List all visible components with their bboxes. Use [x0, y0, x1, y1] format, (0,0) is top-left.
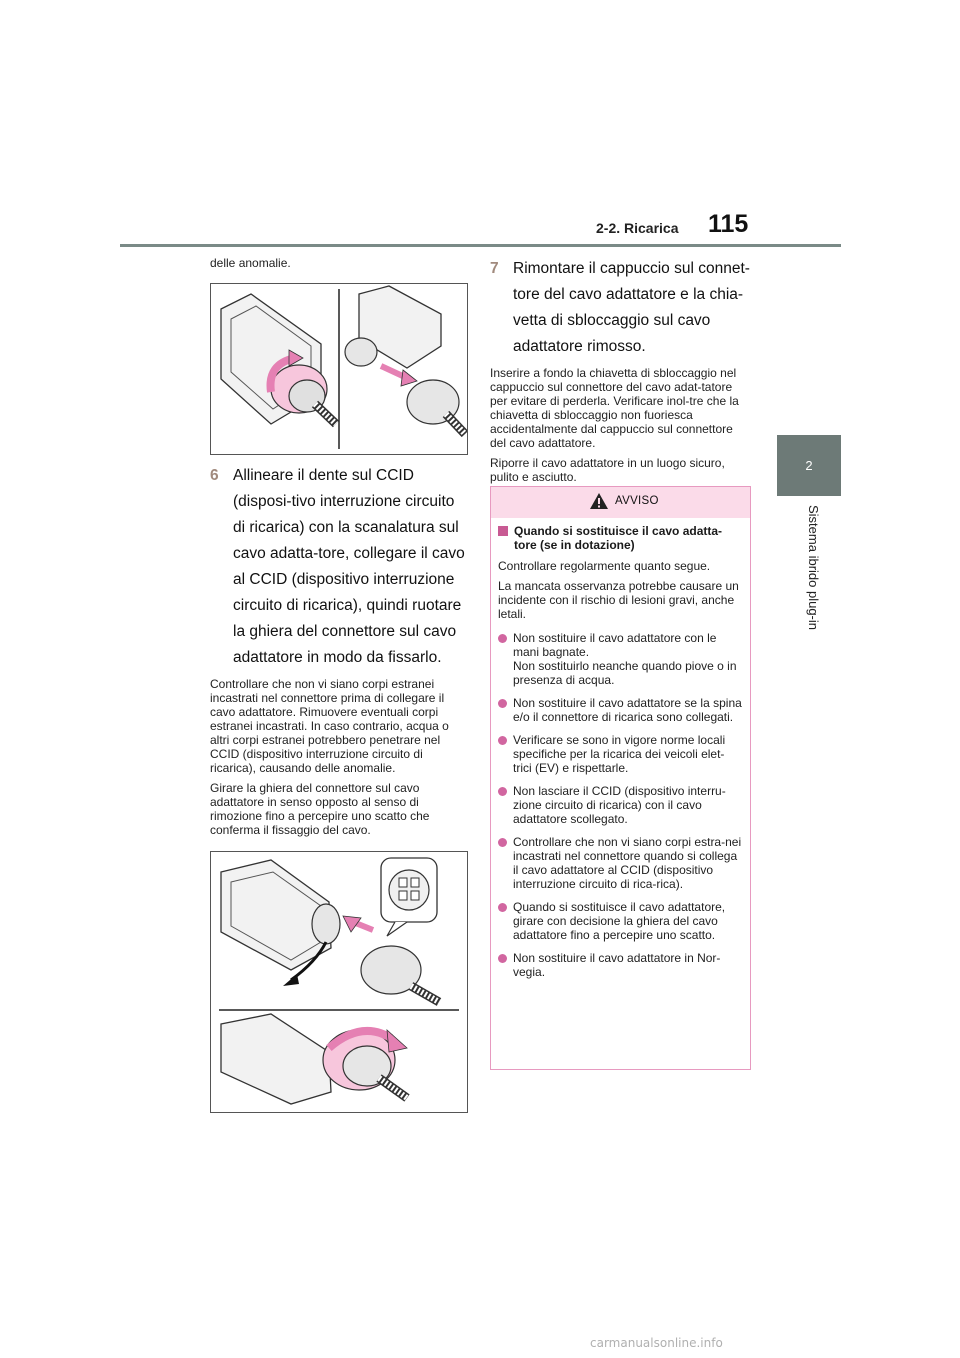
- warning-bullet: [498, 835, 743, 891]
- left-paragraph-1: Controllare che non vi siano corpi estranei incastrati nel connettore prima di collegare il cavo adattatore. Rimuovere eventuali corpi estranei incastrati. In caso contrario, acqua o altri corpi estranei potrebbero penetrare nel CCID (dispositivo interruzione circuito di ricarica), causando delle anomalie.: [210, 677, 449, 775]
- chapter-side-label: [806, 505, 823, 665]
- figure-remove-cap: [210, 283, 468, 455]
- warning-bullet-text: Non sostituire il cavo adattatore in Nor-vegia.: [513, 951, 721, 979]
- chapter-tab[interactable]: 2: [777, 435, 841, 496]
- watermark[interactable]: carmanualsonline.info: [590, 1336, 723, 1350]
- bullet-dot-icon: [498, 699, 507, 708]
- step-6-number: 6: [210, 467, 219, 484]
- illustration-remove-cap: [211, 284, 467, 454]
- warning-body: [491, 518, 750, 979]
- warning-box: [490, 486, 751, 1070]
- step-7: [490, 256, 750, 360]
- page-number: 115: [708, 210, 749, 238]
- step-7-text: Rimontare il cappuccio sul connet-tore del cavo adattatore e la chia-vetta di sbloccaggio sul cavo adattatore rimosso.: [513, 260, 750, 355]
- section-label: 2-2. Ricarica: [596, 220, 679, 236]
- bullet-dot-icon: [498, 787, 507, 796]
- warning-triangle-icon: [589, 492, 609, 510]
- warning-bullet-text: Quando si sostituisce il cavo adattatore, girare con decisione la ghiera del cavo adattatore fino a percepire uno scatto.: [513, 900, 726, 942]
- step-6-text: Allineare il dente sul CCID (disposi-tivo interruzione circuito di ricarica) con la scanalatura sul cavo adatta-tore, collegare il cavo al CCID (dispositivo interruzione circuito di ricarica), quindi ruotare la ghiera del connettore sul cavo adattatore in modo da fissarlo.: [233, 467, 465, 666]
- left-paragraph-2: Girare la ghiera del connettore sul cavo adattatore in senso opposto al senso di rimozione fino a percepire uno scatto che conferma il fissaggio del cavo.: [210, 781, 430, 837]
- warning-title: AVVISO: [615, 495, 659, 507]
- chapter-side-label-text: Sistema ibrido plug-in: [806, 505, 821, 631]
- intro-text: delle anomalie.: [210, 256, 291, 270]
- step-6: [210, 463, 468, 671]
- warning-intro-1: Controllare regolarmente quanto segue.: [498, 559, 711, 573]
- warning-header: [491, 487, 750, 518]
- warning-intro-2: La mancata osservanza potrebbe causare un incidente con il rischio di lesioni gravi, anche letali.: [498, 579, 739, 621]
- bullet-dot-icon: [498, 736, 507, 745]
- warning-bullet: [498, 900, 743, 942]
- warning-bullet-text: Verificare se sono in vigore norme locali specifiche per la ricarica dei veicoli elet-trici (EV) e rispettarle.: [513, 733, 726, 775]
- warning-bullet: [498, 631, 743, 687]
- illustration-connect-cable: [211, 852, 467, 1112]
- bullet-dot-icon: [498, 954, 507, 963]
- warning-heading: [498, 524, 743, 552]
- header-rule: [120, 244, 841, 247]
- warning-bullet: [498, 733, 743, 775]
- right-paragraph-2: Riporre il cavo adattatore in un luogo sicuro, pulito e asciutto.: [490, 456, 725, 484]
- warning-bullet: [498, 951, 743, 979]
- square-bullet-icon: [498, 526, 508, 536]
- warning-bullet-text: Non sostituire il cavo adattatore se la spina e/o il connettore di ricarica sono collegati.: [513, 696, 742, 724]
- figure-connect-cable: [210, 851, 468, 1113]
- right-paragraph-1: Inserire a fondo la chiavetta di sbloccaggio nel cappuccio sul connettore del cavo adat-tatore per evitare di perderla. Verificare inol-tre che la chiavetta di sbloccaggio non fuoriesca accidentalmente dal cappuccio sul connettore del cavo adattatore.: [490, 366, 739, 450]
- warning-bullet-text: Controllare che non vi siano corpi estra-nei incastrati nel connettore quando si collega il cavo adattatore al CCID (dispositivo interruzione circuito di rica-rica).: [513, 835, 742, 891]
- bullet-dot-icon: [498, 634, 507, 643]
- warning-bullet: [498, 696, 743, 724]
- right-column: [490, 256, 750, 490]
- warning-bullet: [498, 784, 743, 826]
- warning-bullet-text: Non sostituirlo neanche quando piove o in presenza di acqua.: [513, 659, 737, 687]
- warning-bullet-text: Non lasciare il CCID (dispositivo interru-zione circuito di ricarica) con il cavo adattatore scollegato.: [513, 784, 726, 826]
- bullet-dot-icon: [498, 903, 507, 912]
- left-column: [210, 256, 468, 1113]
- step-7-number: 7: [490, 260, 499, 277]
- warning-bullet-text: Non sostituire il cavo adattatore con le mani bagnate.: [513, 631, 717, 659]
- bullet-dot-icon: [498, 838, 507, 847]
- warning-heading-text: Quando si sostituisce il cavo adatta-tore (se in dotazione): [514, 524, 723, 552]
